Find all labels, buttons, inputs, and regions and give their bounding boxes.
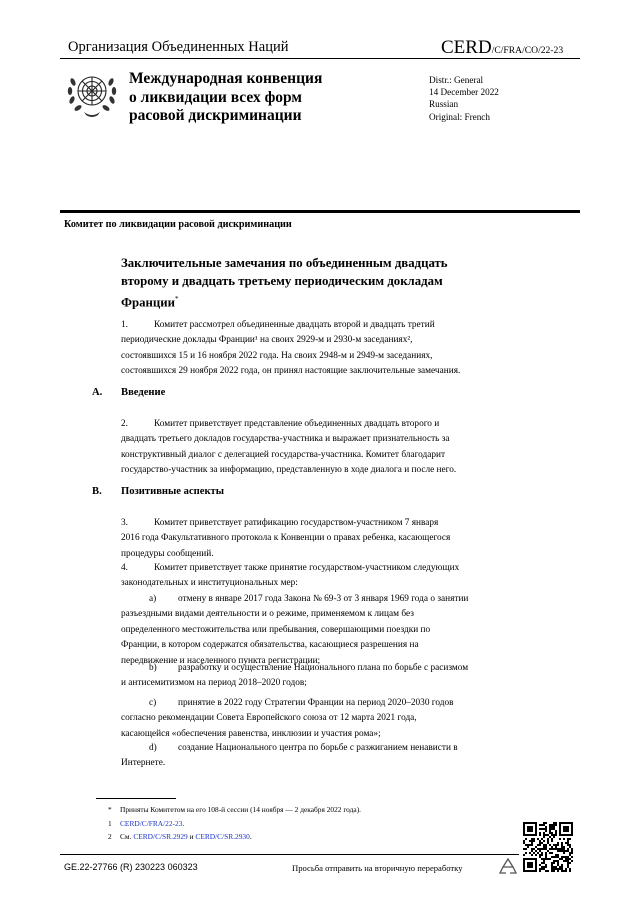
item-line: отмену в январе 2017 года Закона № 69-3 от 3 января 1969 года о занятии (178, 594, 469, 604)
item-line: Франции, в котором содержатся обязательства, касающиеся разрешения на (121, 640, 419, 651)
un-emblem-icon (64, 64, 120, 120)
item-line: передвижение и населенного пункта регистрации; (121, 655, 321, 666)
footnote-mark: 2 (108, 832, 112, 841)
document-code: GE.22-27766 (R) 230223 060323 (64, 862, 198, 872)
document-title-line: Франции (121, 295, 175, 310)
paragraph-line: состоявшихся 15 и 16 ноября 2022 года. На своих 2948-м и 2949-м заседаниях, (121, 350, 433, 361)
footnote-separator (96, 798, 176, 799)
distribution-info (429, 74, 499, 123)
footnote-1 (108, 818, 184, 829)
item-letter: b) (149, 663, 157, 673)
convention-title-line: о ликвидации всех форм (129, 88, 302, 106)
item-line: создание Национального центра по борьбе с разжиганием ненависти в (178, 743, 458, 753)
footnote-link[interactable]: CERD/C/SR.2930 (195, 832, 250, 841)
footnote-text: . (182, 819, 185, 828)
footnote-text: Приняты Комитетом на его 108-й сессии (14 ноября — 2 декабря 2022 года). (120, 805, 362, 814)
distr-date: 14 December 2022 (429, 87, 499, 98)
footnote-link[interactable]: CERD/C/FRA/22-23 (120, 819, 183, 828)
paragraph-line: Комитет рассмотрел объединенные двадцать второй и двадцать третий (154, 320, 435, 330)
paragraph-number: 4. (121, 563, 128, 573)
footnote-mark: 1 (108, 819, 112, 828)
footnote-mark: * (108, 805, 112, 814)
title-footnote-mark: * (175, 295, 179, 303)
qr-code-icon (523, 822, 573, 872)
distr-line: Distr.: General (429, 75, 484, 85)
paragraph-line: периодические доклады Франции¹ на своих 2929-м и 2930-м заседаниях², (121, 335, 413, 346)
paragraph-line: государство-участник за информацию, представленную в ходе диалога и после него. (121, 465, 457, 476)
footnote-text: и (187, 832, 196, 841)
paragraph-line: 2016 года Факультативного протокола к Конвенции о правах ребенка, касающегося (121, 533, 451, 544)
header-top-rule (60, 58, 580, 59)
paragraph-line: процедуры сообщений. (121, 548, 214, 559)
item-line: разъездными видами деятельности и о режиме, применяемом к лицам без (121, 609, 414, 620)
section-title: Позитивные аспекты (121, 486, 225, 497)
document-title-line: второму и двадцать третьему периодическим докладам (121, 274, 443, 288)
item-line: и антисемитизмом на период 2018–2020 годов; (121, 678, 307, 689)
section-b-heading (92, 486, 224, 497)
list-item-a (121, 592, 518, 669)
paragraph-line: конструктивный диалог с делегацией государства-участника. Комитет благодарит (121, 449, 446, 460)
item-line: разработку и осуществление Национального плана по борьбе с расизмом (178, 663, 469, 673)
footnote-star (108, 804, 361, 815)
document-title (121, 254, 448, 311)
list-item-c (121, 696, 518, 742)
convention-title-line: расовой дискриминации (129, 107, 302, 124)
section-a-heading (92, 387, 165, 398)
item-letter: c) (149, 698, 157, 708)
item-line: принятие в 2022 году Стратегии Франции на период 2020–2030 годов (178, 698, 454, 708)
item-letter: d) (149, 743, 157, 753)
paragraph-line: двадцать третьего докладов государства-участника и выражает признательность за (121, 434, 450, 445)
paragraph-line: Комитет приветствует также принятие государством-участником следующих (154, 563, 460, 573)
footnote-text: См. (120, 832, 134, 841)
paragraph-number: 3. (121, 518, 128, 528)
footnote-text: . (249, 832, 252, 841)
item-line: Интернете. (121, 758, 166, 769)
recycle-icon (497, 856, 519, 878)
paragraph-4 (121, 561, 518, 592)
paragraph-line: Комитет приветствует представление объединенных двадцать второго и (154, 419, 440, 429)
section-letter: B. (92, 486, 102, 497)
paragraph-2 (121, 417, 518, 479)
section-letter: A. (92, 387, 103, 398)
convention-title (129, 70, 322, 126)
symbol-suffix: /C/FRA/CO/22-23 (491, 45, 564, 56)
paragraph-1 (121, 318, 518, 380)
paragraph-line: Комитет приветствует ратификацию государством-участником 7 января (154, 518, 439, 528)
list-item-d (121, 741, 518, 772)
distr-language: Russian (429, 99, 459, 110)
item-line: определенного местожительства или пребывания, совершающими поездки по (121, 624, 431, 635)
distr-original: Original: French (429, 111, 490, 122)
paragraph-number: 1. (121, 320, 128, 330)
document-symbol (441, 37, 563, 59)
item-line: согласно рекомендации Совета Европейского союза от 12 марта 2021 года, (121, 713, 417, 724)
paragraph-3 (121, 516, 518, 562)
footer-rule (60, 854, 519, 855)
footnote-link[interactable]: CERD/C/SR.2929 (133, 832, 188, 841)
symbol-main: CERD (441, 37, 492, 58)
footnote-2 (108, 831, 252, 842)
item-line: касающейся «обеспечения равенства, инклюзии и участия рома»; (121, 728, 381, 739)
organization-name: Организация Объединенных Наций (68, 39, 289, 55)
recycle-note: Просьба отправить на вторичную переработку (292, 863, 463, 873)
convention-title-line: Международная конвенция (129, 70, 323, 87)
header-bottom-rule (60, 210, 580, 213)
item-letter: a) (149, 594, 157, 604)
document-title-line: Заключительные замечания по объединенным двадцать (121, 256, 448, 270)
section-title: Введение (121, 387, 166, 398)
committee-name: Комитет по ликвидации расовой дискриминации (64, 219, 292, 230)
paragraph-line: законодательных и институциональных мер: (121, 578, 298, 589)
list-item-b (121, 661, 518, 692)
paragraph-number: 2. (121, 419, 128, 429)
paragraph-line: состоявшихся 29 ноября 2022 года, он принял настоящие заключительные замечания. (121, 366, 461, 377)
